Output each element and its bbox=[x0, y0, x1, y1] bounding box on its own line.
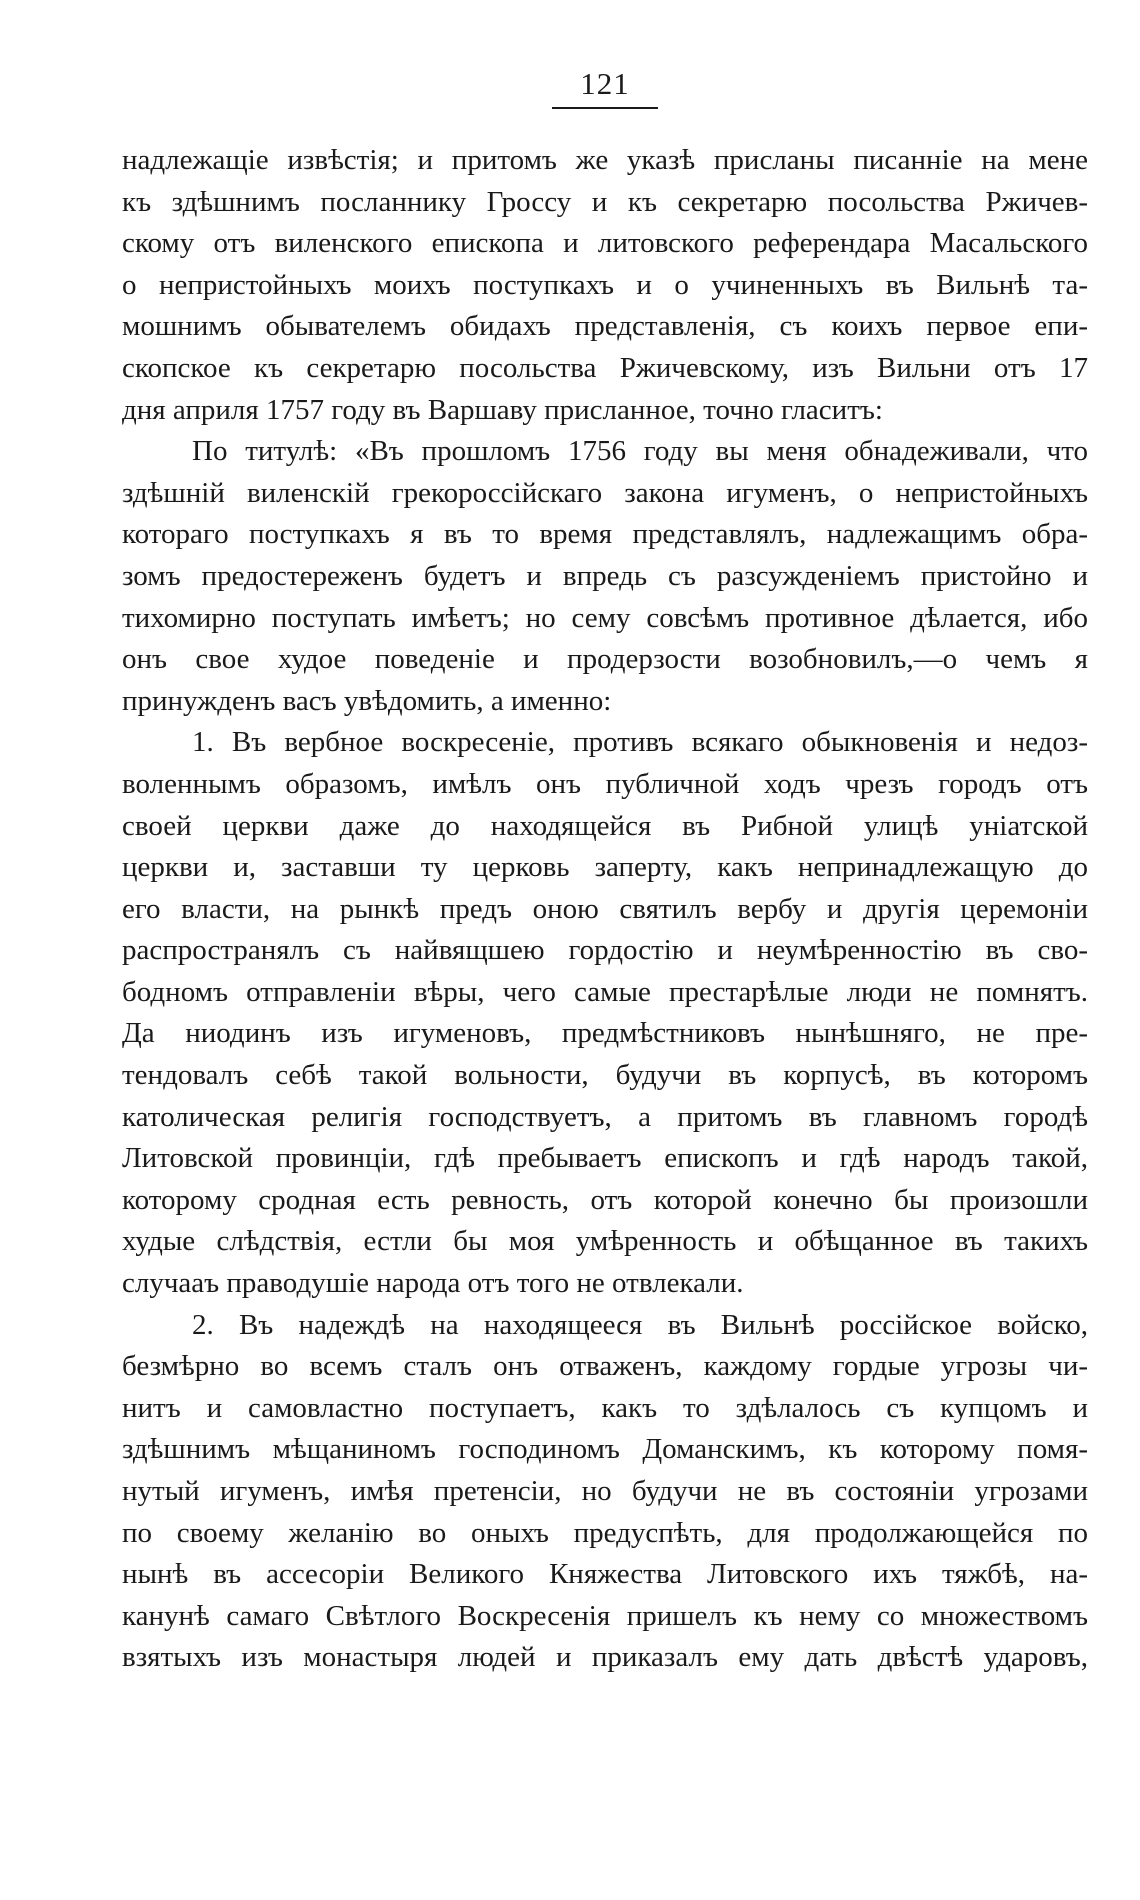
text-line: къ здѣшнимъ посланнику Гроссу и къ секретарю посольства Ржичев- bbox=[122, 185, 1088, 218]
text-line: бодномъ отправленіи вѣры, чего самые престарѣлые люди не помнятъ. bbox=[122, 975, 1088, 1008]
text-line: безмѣрно во всемъ сталъ онъ отваженъ, каждому гордые угрозы чи- bbox=[122, 1350, 1088, 1383]
text-line: По титулѣ: «Въ прошломъ 1756 году вы меня обнадеживали, что bbox=[192, 435, 1088, 468]
text-line: Литовской провинціи, гдѣ пребываетъ епископъ и гдѣ народъ такой, bbox=[122, 1142, 1088, 1175]
text-line: католическая религія господствуетъ, а притомъ въ главномъ городѣ bbox=[122, 1100, 1088, 1133]
text-line: распространялъ съ найвящшею гордостію и неумѣренностію въ сво- bbox=[122, 934, 1088, 967]
text-line: скому отъ виленского епископа и литовского референдара Масальского bbox=[122, 227, 1088, 260]
text-line: о непристойныхъ моихъ поступкахъ и о учиненныхъ въ Вильнѣ та- bbox=[122, 268, 1088, 301]
text-line: Да ниодинъ изъ игуменовъ, предмѣстниковъ нынѣшняго, не пре- bbox=[122, 1017, 1088, 1050]
text-line: 2. Въ надеждѣ на находящееся въ Вильнѣ россійское войско, bbox=[192, 1308, 1088, 1341]
text-line: дня априля 1757 году въ Варшаву присланное, точно гласитъ: bbox=[122, 393, 883, 426]
body-text bbox=[122, 140, 1088, 1679]
text-line: котораго поступкахъ я въ то время представлялъ, надлежащимъ обра- bbox=[122, 518, 1088, 551]
text-line: тихомирно поступать имѣетъ; но сему совсѣмъ противное дѣлается, ибо bbox=[122, 601, 1088, 634]
text-line: нутый игуменъ, имѣя претенсіи, но будучи не въ состояніи угрозами bbox=[122, 1475, 1088, 1507]
text-line: 1. Въ вербное воскресеніе, противъ всякаго обыкновенія и недоз- bbox=[192, 726, 1088, 759]
text-line: которому сродная есть ревность, отъ которой конечно бы произошли bbox=[122, 1183, 1088, 1216]
text-line: здѣшній виленскій грекороссійскаго закона игуменъ, о непристойныхъ bbox=[122, 476, 1088, 509]
text-line: его власти, на рынкѣ предъ оною святилъ вербу и другія церемоніи bbox=[122, 892, 1088, 925]
text-line: надлежащіе извѣстія; и притомъ же указѣ присланы писанніе на мене bbox=[122, 144, 1088, 176]
text-line: худые слѣдствія, естли бы моя умѣренность и обѣщанное въ такихъ bbox=[122, 1225, 1088, 1258]
text-line: принужденъ васъ увѣдомить, а именно: bbox=[122, 684, 612, 717]
page-number: 121 bbox=[580, 66, 630, 101]
text-line: тендовалъ себѣ такой вольности, будучи въ корпусѣ, въ которомъ bbox=[122, 1059, 1088, 1092]
text-line: случааъ праводушіе народа отъ того не отвлекали. bbox=[122, 1267, 744, 1300]
text-line: онъ свое худое поведеніе и продерзости возобновилъ,—о чемъ я bbox=[122, 643, 1088, 676]
text-line: своей церкви даже до находящейся въ Рибной улицѣ уніатской bbox=[122, 809, 1088, 842]
text-line: церкви и, заставши ту церковь заперту, какъ непринадлежащую до bbox=[122, 851, 1088, 884]
page-number-rule bbox=[552, 107, 658, 109]
text-line: нынѣ въ ассесоріи Великого Княжества Литовского ихъ тяжбѣ, на- bbox=[122, 1558, 1088, 1591]
text-line: нитъ и самовластно поступаетъ, какъ то здѣлалось съ купцомъ и bbox=[122, 1391, 1088, 1424]
text-line: воленнымъ образомъ, имѣлъ онъ публичной ходъ чрезъ городъ отъ bbox=[122, 767, 1088, 800]
text-line: здѣшнимъ мѣщаниномъ господиномъ Доманскимъ, къ которому помя- bbox=[122, 1433, 1088, 1466]
text-line: мошнимъ обывателемъ обидахъ представленія, съ коихъ первое епи- bbox=[122, 310, 1088, 343]
text-line: зомъ предостереженъ будетъ и впредь съ разсужденіемъ пристойно и bbox=[122, 559, 1088, 592]
text-line: взятыхъ изъ монастыря людей и приказалъ ему дать двѣстѣ ударовъ, bbox=[122, 1641, 1088, 1674]
text-line: по своему желанію во оныхъ предуспѣть, для продолжающейся по bbox=[122, 1516, 1088, 1549]
text-line: канунѣ самаго Свѣтлого Воскресенія пришелъ къ нему со множествомъ bbox=[122, 1599, 1088, 1632]
text-line: скопское къ секретарю посольства Ржичевскому, изъ Вильни отъ 17 bbox=[122, 351, 1088, 384]
